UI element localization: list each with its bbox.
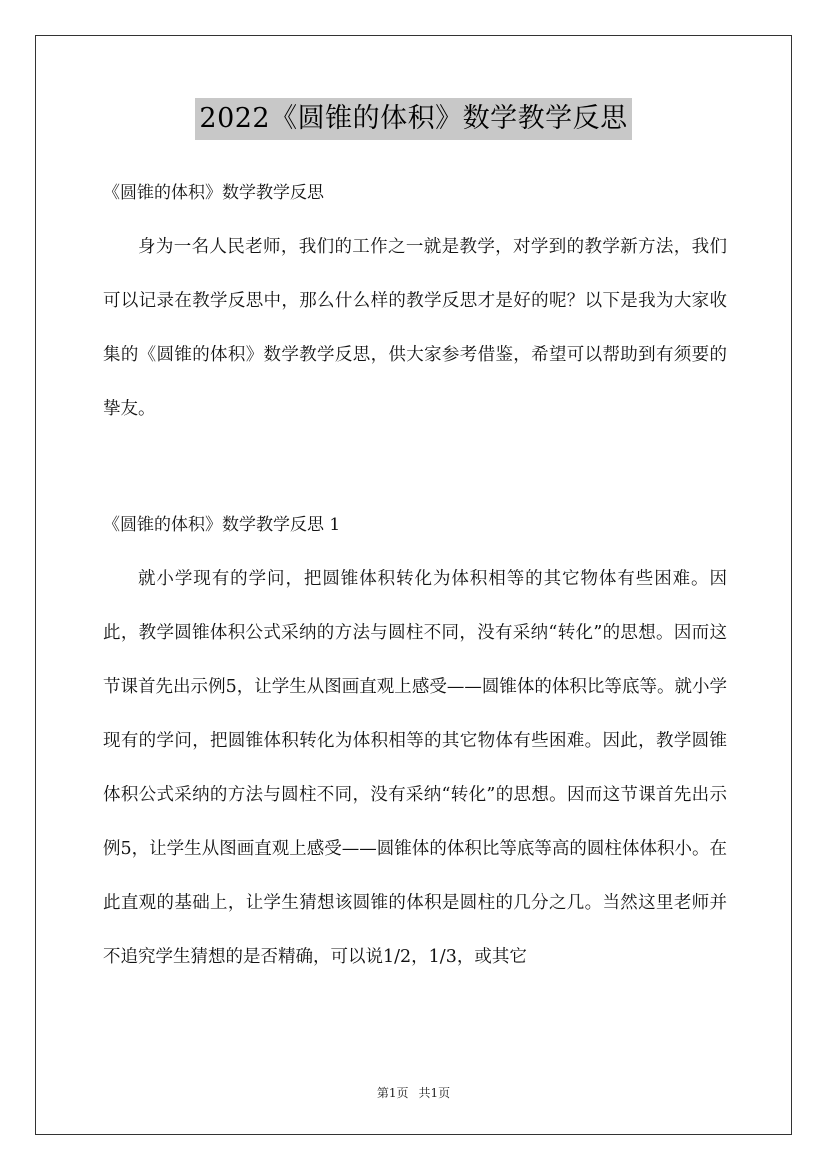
title-container <box>0 98 827 140</box>
intro-paragraph: 身为一名人民老师，我们的工作之一就是教学，对学到的教学新方法，我们可以记录在教学反思中，那么什么样的教学反思才是好的呢？以下是我为大家收集的《圆锥的体积》数学教学反思，供大家参考借鉴，希望可以帮助到有须要的挚友。 <box>103 237 727 419</box>
section-1-heading: 《圆锥的体积》数学教学反思 1 <box>103 515 341 535</box>
document-body <box>103 170 727 984</box>
page-number: 第1页 <box>376 1086 409 1100</box>
intro-heading: 《圆锥的体积》数学教学反思 <box>103 183 324 203</box>
page-total: 共1页 <box>418 1086 451 1100</box>
page-footer <box>0 1084 827 1101</box>
document-title: 2022《圆锥的体积》数学教学反思 <box>195 98 631 140</box>
section-1-paragraph: 就小学现有的学问，把圆锥体积转化为体积相等的其它物体有些困难。因此，教学圆锥体积公式采纳的方法与圆柱不同，没有采纳“转化”的思想。因而这节课首先出示例5，让学生从图画直观上感受——圆锥体的体积比等底等。就小学现有的学问，把圆锥体积转化为体积相等的其它物体有些困难。因此，教学圆锥体积公式采纳的方法与圆柱不同，没有采纳“转化”的思想。因而这节课首先出示例5，让学生从图画直观上感受——圆锥体的体积比等底等高的圆柱体体积小。在此直观的基础上，让学生猜想该圆锥的体积是圆柱的几分之几。当然这里老师并不追究学生猜想的是否精确，可以说1/2，1/3，或其它 <box>103 569 727 967</box>
